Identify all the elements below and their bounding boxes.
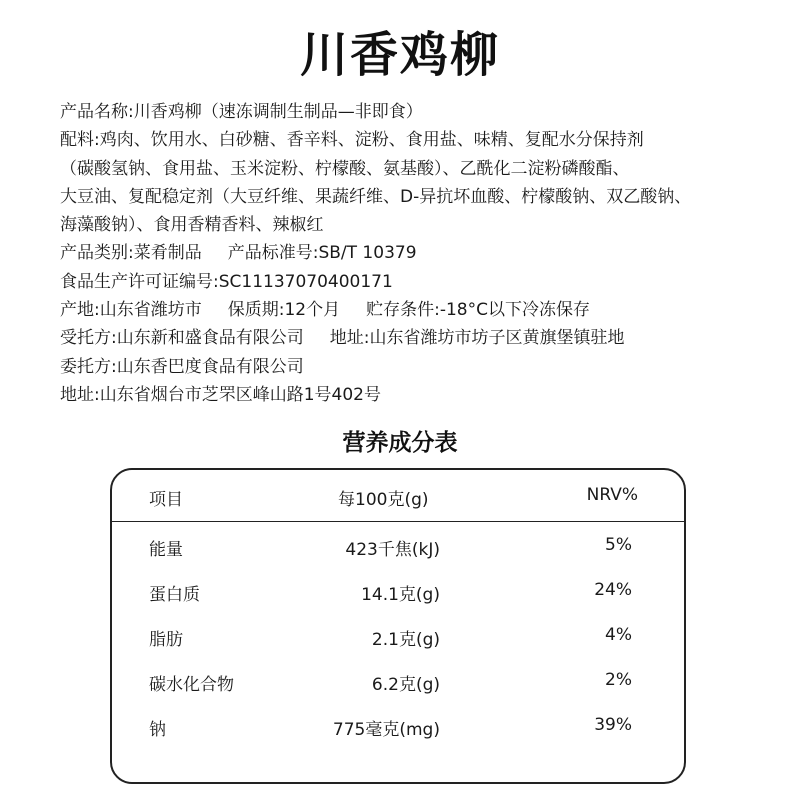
storage-condition: 贮存条件:-18°C以下冷冻保存 [366,300,590,321]
row-item: 脂肪 [149,630,183,650]
row-value: 14.1克(g) [361,585,440,605]
row-item: 钠 [149,720,166,740]
row-nrv: 2% [605,670,632,690]
product-category: 产品类别:菜肴制品 [60,243,202,264]
row-value: 423千焦(kJ) [345,540,440,560]
row-item: 碳水化合物 [149,675,234,695]
trustee-address: 地址:山东省潍坊市坊子区黄旗堡镇驻地 [329,328,625,349]
header-per100: 每100克(g) [338,490,429,510]
ingredients-line-3: 大豆油、复配稳定剂（大豆纤维、果蔬纤维、D-异抗坏血酸、柠檬酸钠、双乙酸钠、 [60,186,692,207]
row-nrv: 39% [594,715,632,735]
nutrition-table-title: 营养成分表 [342,430,458,456]
trustee: 受托方:山东新和盛食品有限公司 [60,328,304,349]
product-name-line: 产品名称:川香鸡柳（速冻调制生制品—非即食） [60,102,423,122]
row-nrv: 4% [605,625,632,645]
header-nrv: NRV% [586,485,638,505]
product-standard: 产品标准号:SB/T 10379 [227,243,417,264]
principal-address: 地址:山东省烟台市芝罘区峰山路1号402号 [60,384,381,405]
ingredients-line-4: 海藻酸钠）、食用香精香料、辣椒红 [60,215,324,236]
product-title: 川香鸡柳 [299,27,500,83]
trustee-line [60,324,780,352]
principal: 委托方:山东香巴度食品有限公司 [60,356,304,377]
nutrition-table [110,468,686,784]
row-value: 775毫克(mg) [332,720,440,740]
row-value: 6.2克(g) [371,675,440,695]
header-item: 项目 [149,490,183,510]
ingredients-line-2: （碳酸氢钠、食用盐、玉米淀粉、柠檬酸、氨基酸）、乙酰化二淀粉磷酸酯、 [60,158,630,179]
row-value: 2.1克(g) [371,630,440,650]
product-info [60,98,780,409]
origin: 产地:山东省潍坊市 [60,300,202,321]
production-license: 食品生产许可证编号:SC11137070400171 [60,271,393,292]
origin-shelf-storage-line [60,296,780,324]
category-standard-line [60,239,780,267]
header-divider [112,521,684,522]
row-item: 能量 [149,540,183,560]
row-nrv: 24% [594,580,632,600]
row-nrv: 5% [605,535,632,555]
shelf-life: 保质期:12个月 [227,300,341,321]
ingredients-line-1: 配料:鸡肉、饮用水、白砂糖、香辛料、淀粉、食用盐、味精、复配水分保持剂 [60,130,644,151]
row-item: 蛋白质 [149,585,200,605]
